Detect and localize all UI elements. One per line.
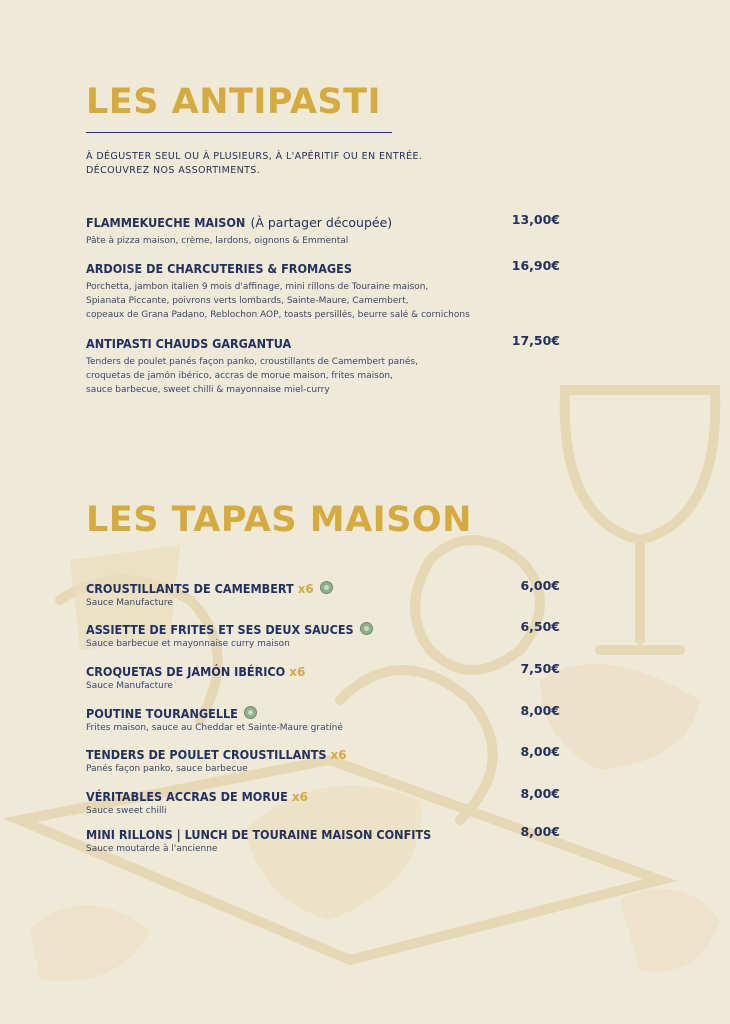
menu-item-frites	[86, 619, 560, 651]
item-name: CROUSTILLANTS DE CAMEMBERT	[86, 581, 294, 596]
vegetarian-icon	[320, 581, 333, 594]
title-divider	[86, 132, 392, 133]
item-description: Spianata Piccante, poivrons verts lombards, Sainte-Maure, Camembert,	[86, 296, 409, 306]
quantity-badge: x6	[291, 790, 308, 804]
item-price: 8,00€	[520, 824, 560, 839]
item-price: 13,00€	[511, 212, 560, 227]
item-name: POUTINE TOURANGELLE	[86, 706, 238, 721]
quantity-badge: x6	[330, 748, 347, 762]
antipasti-title: LES ANTIPASTI	[86, 82, 382, 122]
item-description: Tenders de poulet panés façon panko, croustillants de Camembert panés,	[86, 357, 418, 367]
item-name: VÉRITABLES ACCRAS DE MORUE	[86, 789, 288, 804]
item-name: TENDERS DE POULET CROUSTILLANTS	[86, 747, 327, 762]
item-name: ANTIPASTI CHAUDS GARGANTUA	[86, 336, 292, 351]
item-description: croquetas de jamón ibérico, accras de morue maison, frites maison,	[86, 371, 393, 381]
item-price: 7,50€	[520, 661, 560, 676]
item-name: ARDOISE DE CHARCUTERIES & FROMAGES	[86, 261, 352, 276]
item-description: Sauce barbecue et mayonnaise curry maison	[86, 639, 290, 649]
item-description: copeaux de Grana Padano, Reblochon AOP, toasts persillés, beurre salé & cornichons	[86, 310, 470, 320]
intro-line: DÉCOUVREZ NOS ASSORTIMENTS.	[86, 165, 261, 176]
item-description: Panés façon panko, sauce barbecue	[86, 764, 248, 774]
item-name: FLAMMEKUECHE MAISON	[86, 215, 246, 230]
item-price: 6,50€	[520, 619, 560, 634]
quantity-badge: x6	[297, 582, 314, 596]
antipasti-intro	[86, 150, 446, 178]
item-description: Sauce Manufacture	[86, 598, 173, 608]
item-name: CROQUETAS DE JAMÓN IBÉRICO	[86, 664, 286, 679]
intro-line: À DÉGUSTER SEUL OU À PLUSIEURS, À L'APÉRITIF OU EN ENTRÉE.	[86, 151, 423, 162]
item-price: 8,00€	[520, 703, 560, 718]
item-description: Porchetta, jambon italien 9 mois d'affinage, mini rillons de Touraine maison,	[86, 282, 429, 292]
item-name: ASSIETTE DE FRITES ET SES DEUX SAUCES	[86, 622, 354, 637]
item-description: Sauce moutarde à l'ancienne	[86, 844, 218, 854]
menu-item-tenders	[86, 744, 560, 776]
item-price: 6,00€	[520, 578, 560, 593]
item-name: MINI RILLONS | LUNCH DE TOURAINE MAISON CONFITS	[86, 827, 432, 842]
item-note: (À partager découpée)	[250, 215, 393, 230]
item-description: Frites maison, sauce au Cheddar et Sainte-Maure gratiné	[86, 723, 343, 733]
menu-item-mini-rillons	[86, 824, 560, 856]
menu-item-croustillants	[86, 578, 560, 610]
vegetarian-icon	[244, 706, 257, 719]
menu-item-antipasti-chauds	[86, 333, 560, 397]
item-description: Pâte à pizza maison, crème, lardons, oignons & Emmental	[86, 236, 349, 246]
item-price: 8,00€	[520, 786, 560, 801]
menu-item-flammekueche	[86, 212, 560, 248]
quantity-badge: x6	[289, 665, 306, 679]
item-price: 8,00€	[520, 744, 560, 759]
menu-item-poutine	[86, 703, 560, 735]
item-price: 17,50€	[511, 333, 560, 348]
item-description: Sauce sweet chilli	[86, 806, 167, 816]
menu-item-croquetas	[86, 661, 560, 693]
tapas-title: LES TAPAS MAISON	[86, 500, 472, 540]
item-description: sauce barbecue, sweet chilli & mayonnaise miel-curry	[86, 385, 330, 395]
item-description: Sauce Manufacture	[86, 681, 173, 691]
vegetarian-icon	[360, 622, 373, 635]
item-price: 16,90€	[511, 258, 560, 273]
menu-item-ardoise	[86, 258, 560, 322]
menu-item-accras	[86, 786, 560, 818]
